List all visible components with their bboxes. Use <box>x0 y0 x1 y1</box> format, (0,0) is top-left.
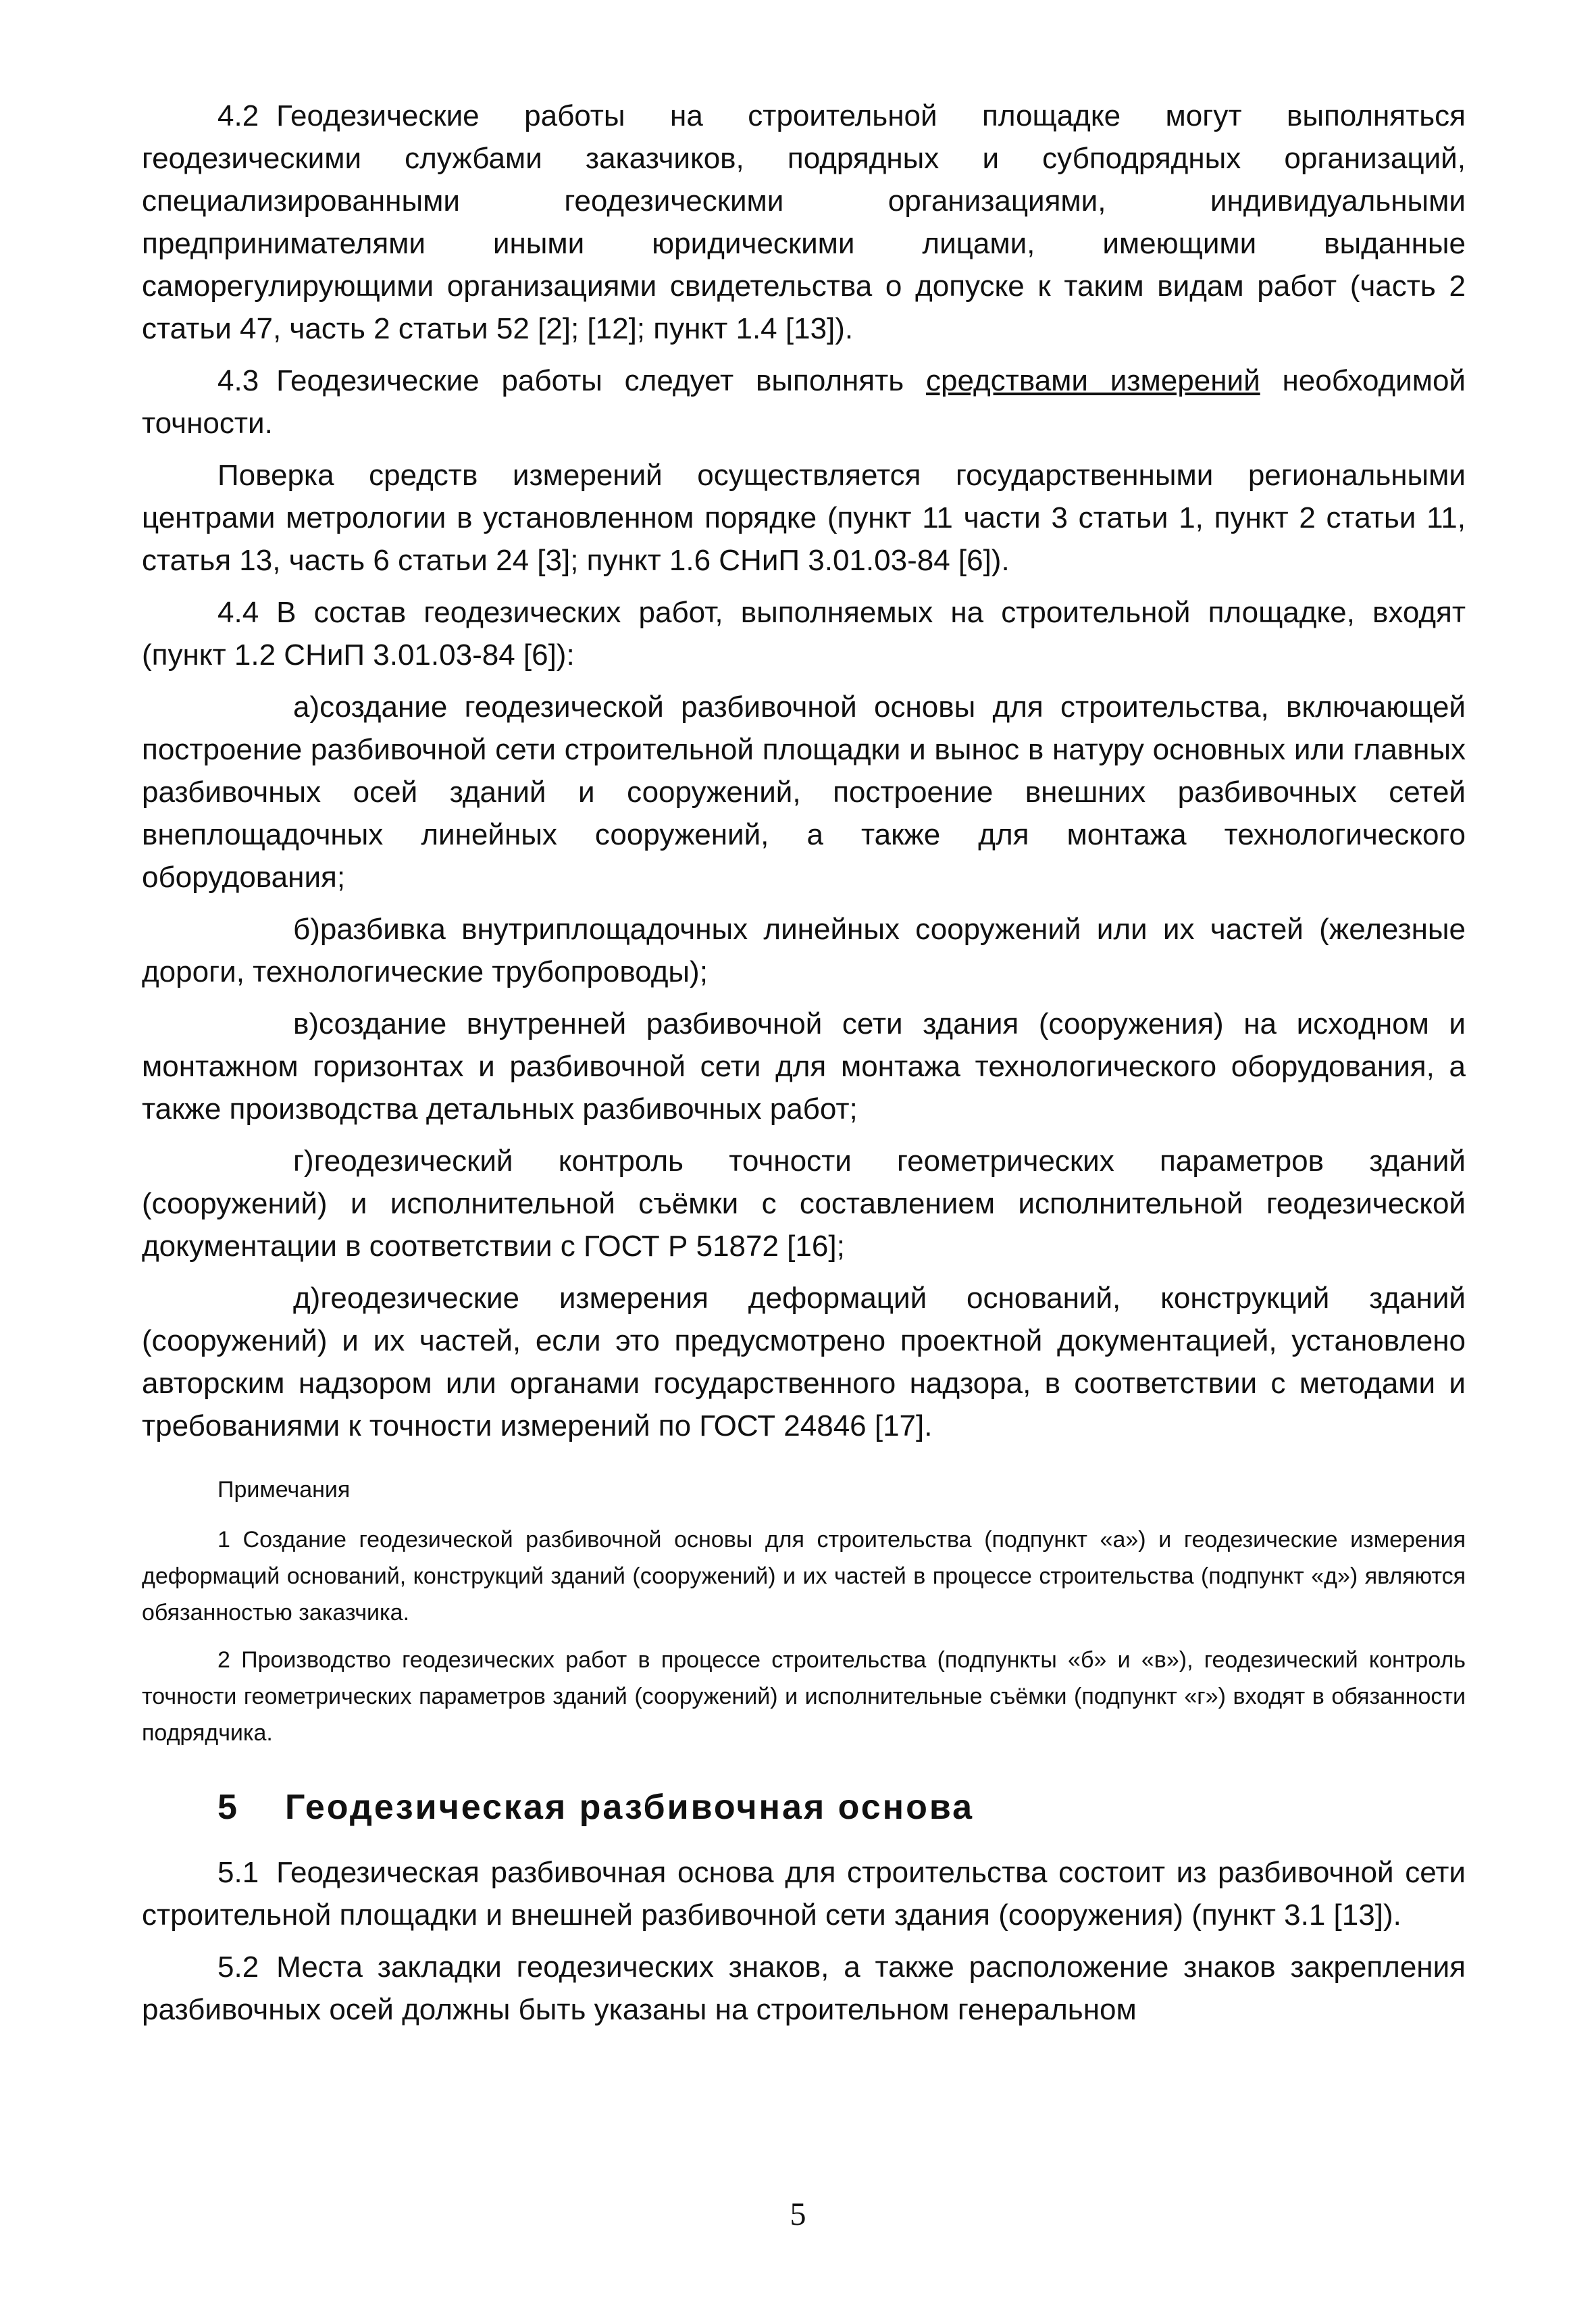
paragraph-text: необходимой точности. <box>142 364 1466 440</box>
paragraph-5-1 <box>142 1851 1466 1936</box>
paragraph-text: Поверка средств измерений осуществляется государственными региональными центрами метрологии в установленном порядке (пункт 11 части 3 статьи 1, пункт 2 статьи 11, статья 13, часть 6 статьи 24 [3]; пункт 1.6 СНиП 3.01.03-84 [6]). <box>142 459 1466 577</box>
list-item-text: геодезический контроль точности геометрических параметров зданий (сооружений) и исполнительной съёмки с составлением исполнительной геодезической документации в соответствии с ГОСТ Р 51872 [16]; <box>142 1145 1466 1263</box>
clause-number: 5.2 <box>217 1951 259 1984</box>
paragraph-5-2 <box>142 1946 1466 2031</box>
list-item-letter: д) <box>293 1282 321 1315</box>
list-item-letter: б) <box>293 913 320 946</box>
section-title: Геодезическая разбивочная основа <box>285 1788 975 1827</box>
paragraph-text: Геодезическая разбивочная основа для строительства состоит из разбивочной сети строительной площадки и внешней разбивочной сети здания (сооружения) (пункт 3.1 [13]). <box>142 1856 1466 1932</box>
list-item-b <box>142 908 1466 993</box>
page-number: 5 <box>790 2196 806 2232</box>
note-2: 2 Производство геодезических работ в процессе строительства (подпункты «б» и «в»), геодезический контроль точности геометрических параметров зданий (сооружений) и исполнительные съёмки (подпункт «г») входят в обязанности подрядчика. <box>142 1647 1466 1746</box>
section-5-heading <box>142 1784 1466 1831</box>
list-item-g <box>142 1140 1466 1267</box>
clause-number: 4.3 <box>217 364 259 397</box>
list-item-text: геодезические измерения деформаций оснований, конструкций зданий (сооружений) и их частей, если это предусмотрено проектной документацией, установлено авторским надзором или органами государственного надзора, в соответствии с методами и требованиями к точности измерений по ГОСТ 24846 [17]. <box>142 1282 1466 1442</box>
note-1: 1 Создание геодезической разбивочной основы для строительства (подпункт «а») и геодезические измерения деформаций оснований, конструкций зданий (сооружений) и их частей в процессе строительства (подпункт «д») являются обязанностью заказчика. <box>142 1527 1466 1626</box>
list-item-v <box>142 1003 1466 1130</box>
notes-title: Примечания <box>217 1477 351 1503</box>
paragraph-4-4 <box>142 591 1466 676</box>
document-page <box>142 95 1466 2040</box>
paragraph-text: Места закладки геодезических знаков, а также расположение знаков закрепления разбивочных осей должны быть указаны на строительном генеральном <box>142 1951 1466 2026</box>
clause-number: 5.1 <box>217 1856 259 1889</box>
section-number: 5 <box>217 1788 239 1827</box>
list-item-text: разбивка внутриплощадочных линейных сооружений или их частей (железные дороги, технологические трубопроводы); <box>142 913 1466 988</box>
list-item-letter: а) <box>293 690 320 724</box>
list-item-letter: г) <box>293 1145 314 1178</box>
list-item-d <box>142 1277 1466 1447</box>
paragraph-text: В состав геодезических работ, выполняемых на строительной площадке, входят (пункт 1.2 СНиП 3.01.03-84 [6]): <box>142 596 1466 672</box>
clause-number: 4.2 <box>217 99 259 132</box>
list-item-a <box>142 686 1466 899</box>
list-item-letter: в) <box>293 1007 319 1040</box>
paragraph-4-2 <box>142 95 1466 350</box>
paragraph-verification <box>142 454 1466 582</box>
list-item-text: создание геодезической разбивочной основы для строительства, включающей построение разбивочной сети строительной площадки и вынос в натуру основных или главных разбивочных осей зданий и сооружений, построение внешних разбивочных сетей внеплощадочных линейных сооружений, а также для монтажа технологического оборудования; <box>142 690 1466 894</box>
paragraph-text: Геодезические работы следует выполнять <box>276 364 927 397</box>
paragraph-4-3 <box>142 359 1466 445</box>
underlined-term: средствами измерений <box>926 364 1260 397</box>
paragraph-text: Геодезические работы на строительной площадке могут выполняться геодезическими службами заказчиков, подрядных и субподрядных организаций, специализированными геодезическими организациями, индивидуальными предпринимателями иными юридическими лицами, имеющими выданные саморегулирующими организациями свидетельства о допуске к таким видам работ (часть 2 статьи 47, часть 2 статьи 52 [2]; [12]; пункт 1.4 [13]). <box>142 99 1466 345</box>
list-item-text: создание внутренней разбивочной сети здания (сооружения) на исходном и монтажном горизонтах и разбивочной сети для монтажа технологического оборудования, а также производства детальных разбивочных работ; <box>142 1007 1466 1126</box>
clause-number: 4.4 <box>217 596 259 629</box>
